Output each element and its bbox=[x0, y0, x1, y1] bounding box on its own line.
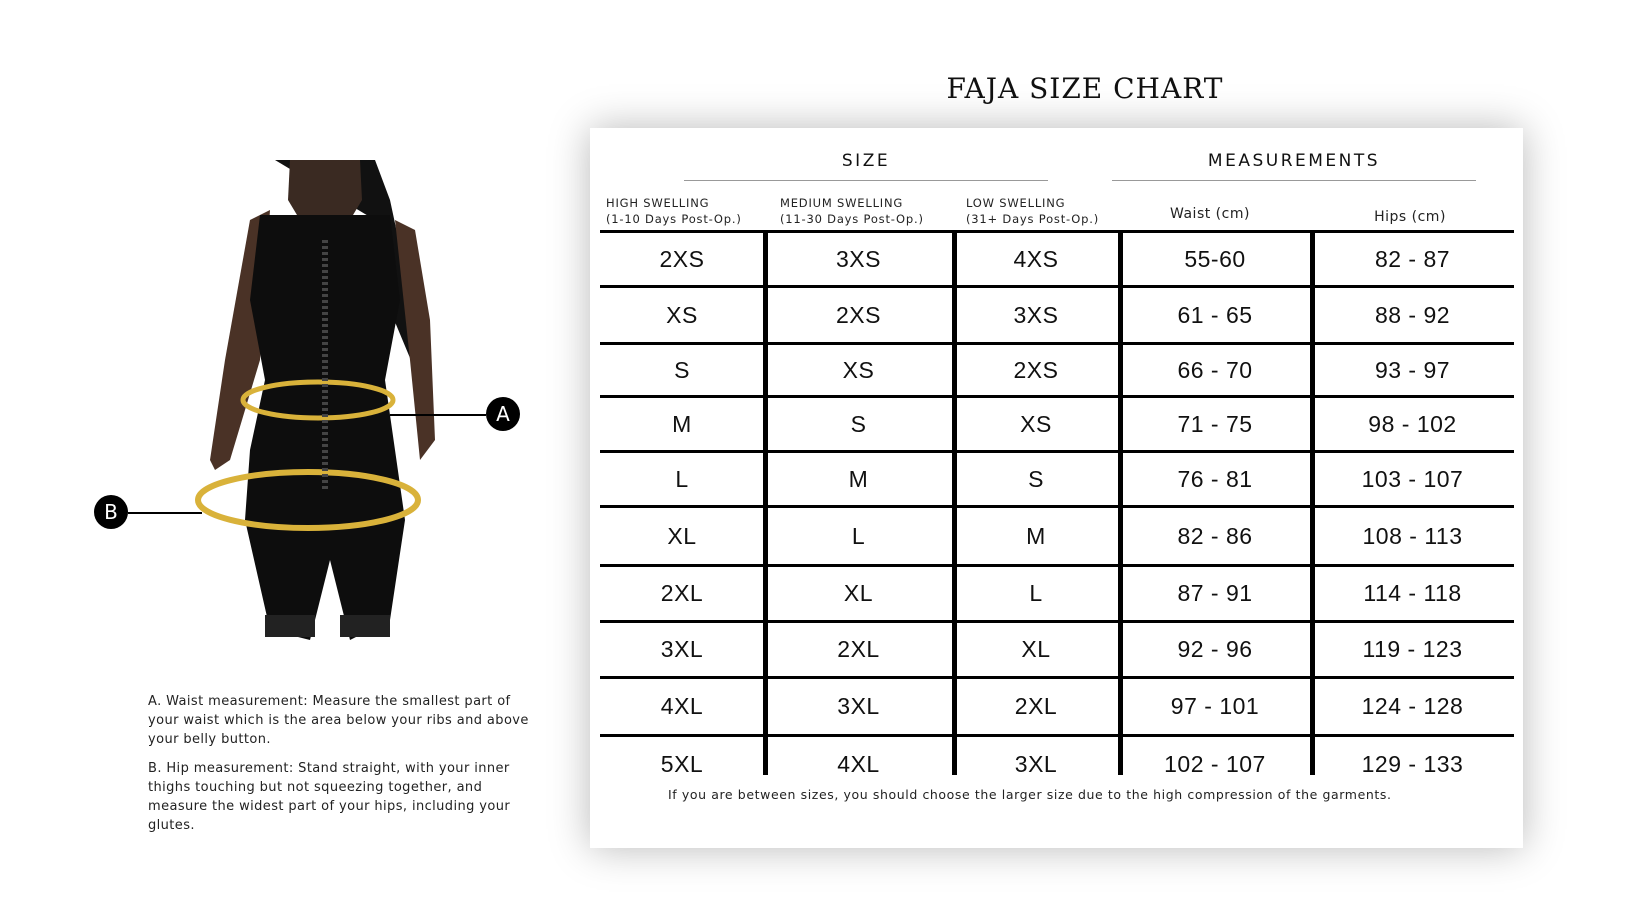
table-row bbox=[600, 676, 1514, 734]
table-cell: 3XS bbox=[836, 245, 881, 272]
table-cell: L bbox=[851, 522, 866, 549]
table-cell: 124 - 128 bbox=[1361, 693, 1464, 719]
column-divider bbox=[1310, 230, 1315, 775]
waist-marker: A bbox=[486, 397, 520, 431]
table-row bbox=[600, 620, 1514, 676]
size-group-heading: SIZE bbox=[841, 151, 891, 171]
table-cell: 98 - 102 bbox=[1368, 410, 1457, 437]
table-cell: 4XL bbox=[660, 693, 704, 719]
table-cell: 76 - 81 bbox=[1177, 465, 1253, 492]
table-cell: 4XL bbox=[837, 751, 880, 777]
table-cell: M bbox=[1026, 522, 1046, 549]
table-cell: 3XL bbox=[660, 636, 704, 662]
column-header-hips: Hips (cm) bbox=[1374, 209, 1446, 225]
table-cell: 3XS bbox=[1013, 301, 1059, 328]
column-header-waist: Waist (cm) bbox=[1170, 206, 1250, 222]
table-cell: XS bbox=[1020, 410, 1052, 437]
table-cell: 2XS bbox=[659, 245, 705, 272]
table-cell: S bbox=[1028, 465, 1044, 492]
sizing-footnote: If you are between sizes, you should choose the larger size due to the high compression of the garments. bbox=[668, 787, 1392, 802]
table-cell: M bbox=[672, 410, 692, 437]
table-cell: 3XL bbox=[837, 693, 880, 719]
table-row bbox=[600, 395, 1514, 450]
size-chart-card bbox=[590, 128, 1523, 848]
model-figure bbox=[190, 160, 460, 680]
column-header-medium-swelling: MEDIUM SWELLING (11-30 Days Post-Op.) bbox=[780, 196, 924, 226]
table-row bbox=[600, 450, 1514, 505]
column-divider bbox=[1118, 230, 1123, 775]
table-row bbox=[600, 564, 1514, 620]
table-row bbox=[600, 342, 1514, 395]
table-cell: 2XS bbox=[1013, 356, 1059, 383]
column-header-high-swelling: HIGH SWELLING (1-10 Days Post-Op.) bbox=[606, 196, 742, 226]
table-cell: XL bbox=[667, 522, 697, 549]
table-cell: 82 - 87 bbox=[1374, 245, 1451, 272]
table-cell: L bbox=[675, 465, 689, 492]
page-title: FAJA SIZE CHART bbox=[946, 72, 1224, 105]
column-divider bbox=[952, 230, 957, 775]
table-cell: XS bbox=[842, 356, 875, 383]
table-cell: 97 - 101 bbox=[1170, 693, 1260, 719]
measurement-guide bbox=[0, 0, 560, 924]
column-divider bbox=[763, 230, 768, 775]
model-silhouette bbox=[190, 160, 460, 680]
table-cell: 114 - 118 bbox=[1363, 580, 1462, 606]
table-cell: 2XS bbox=[836, 301, 881, 328]
table-cell: XL bbox=[1021, 636, 1051, 662]
waist-pointer-line bbox=[390, 414, 486, 416]
measurements-group-heading: MEASUREMENTS bbox=[1207, 151, 1381, 171]
table-cell: S bbox=[850, 410, 867, 437]
table-cell: 87 - 91 bbox=[1177, 580, 1253, 606]
table-cell: 82 - 86 bbox=[1177, 522, 1253, 549]
table-cell: 3XL bbox=[1014, 751, 1058, 777]
table-cell: 61 - 65 bbox=[1177, 301, 1253, 328]
table-cell: S bbox=[674, 356, 690, 383]
table-cell: 119 - 123 bbox=[1362, 636, 1463, 662]
table-cell: 88 - 92 bbox=[1374, 301, 1451, 328]
table-cell: 129 - 133 bbox=[1361, 751, 1464, 777]
table-row bbox=[600, 505, 1514, 564]
table-cell: M bbox=[848, 465, 869, 492]
table-row bbox=[600, 230, 1514, 285]
table-cell: 71 - 75 bbox=[1177, 410, 1253, 437]
table-cell: XS bbox=[666, 301, 698, 328]
table-cell: 108 - 113 bbox=[1362, 522, 1463, 549]
table-cell: 2XL bbox=[660, 580, 704, 606]
table-cell: 55-60 bbox=[1184, 245, 1246, 272]
hip-instruction: B. Hip measurement: Stand straight, with your inner thighs touching but not squeezing together, and measure the widest part of your hips, including your glutes. bbox=[148, 761, 511, 833]
table-cell: L bbox=[1029, 580, 1043, 606]
table-cell: 93 - 97 bbox=[1374, 356, 1451, 383]
table-cell: 92 - 96 bbox=[1177, 636, 1253, 662]
table-cell: 2XL bbox=[837, 636, 880, 662]
table-row bbox=[600, 734, 1514, 792]
hip-marker: B bbox=[94, 495, 128, 529]
table-cell: 5XL bbox=[660, 751, 704, 777]
measurements-group-rule bbox=[1112, 180, 1476, 181]
table-cell: 103 - 107 bbox=[1361, 465, 1464, 492]
table-cell: 2XL bbox=[1014, 693, 1058, 719]
table-row bbox=[600, 285, 1514, 342]
size-group-rule bbox=[684, 180, 1048, 181]
size-table bbox=[600, 230, 1514, 792]
table-cell: XL bbox=[843, 580, 874, 606]
table-cell: 102 - 107 bbox=[1164, 751, 1266, 777]
measurement-instructions bbox=[148, 692, 538, 845]
table-cell: 4XS bbox=[1013, 245, 1059, 272]
table-cell: 66 - 70 bbox=[1177, 356, 1253, 383]
waist-instruction: A. Waist measurement: Measure the smallest part of your waist which is the area below your ribs and above your belly button. bbox=[148, 694, 529, 747]
column-header-low-swelling: LOW SWELLING (31+ Days Post-Op.) bbox=[966, 196, 1099, 226]
hip-pointer-line bbox=[128, 512, 202, 514]
